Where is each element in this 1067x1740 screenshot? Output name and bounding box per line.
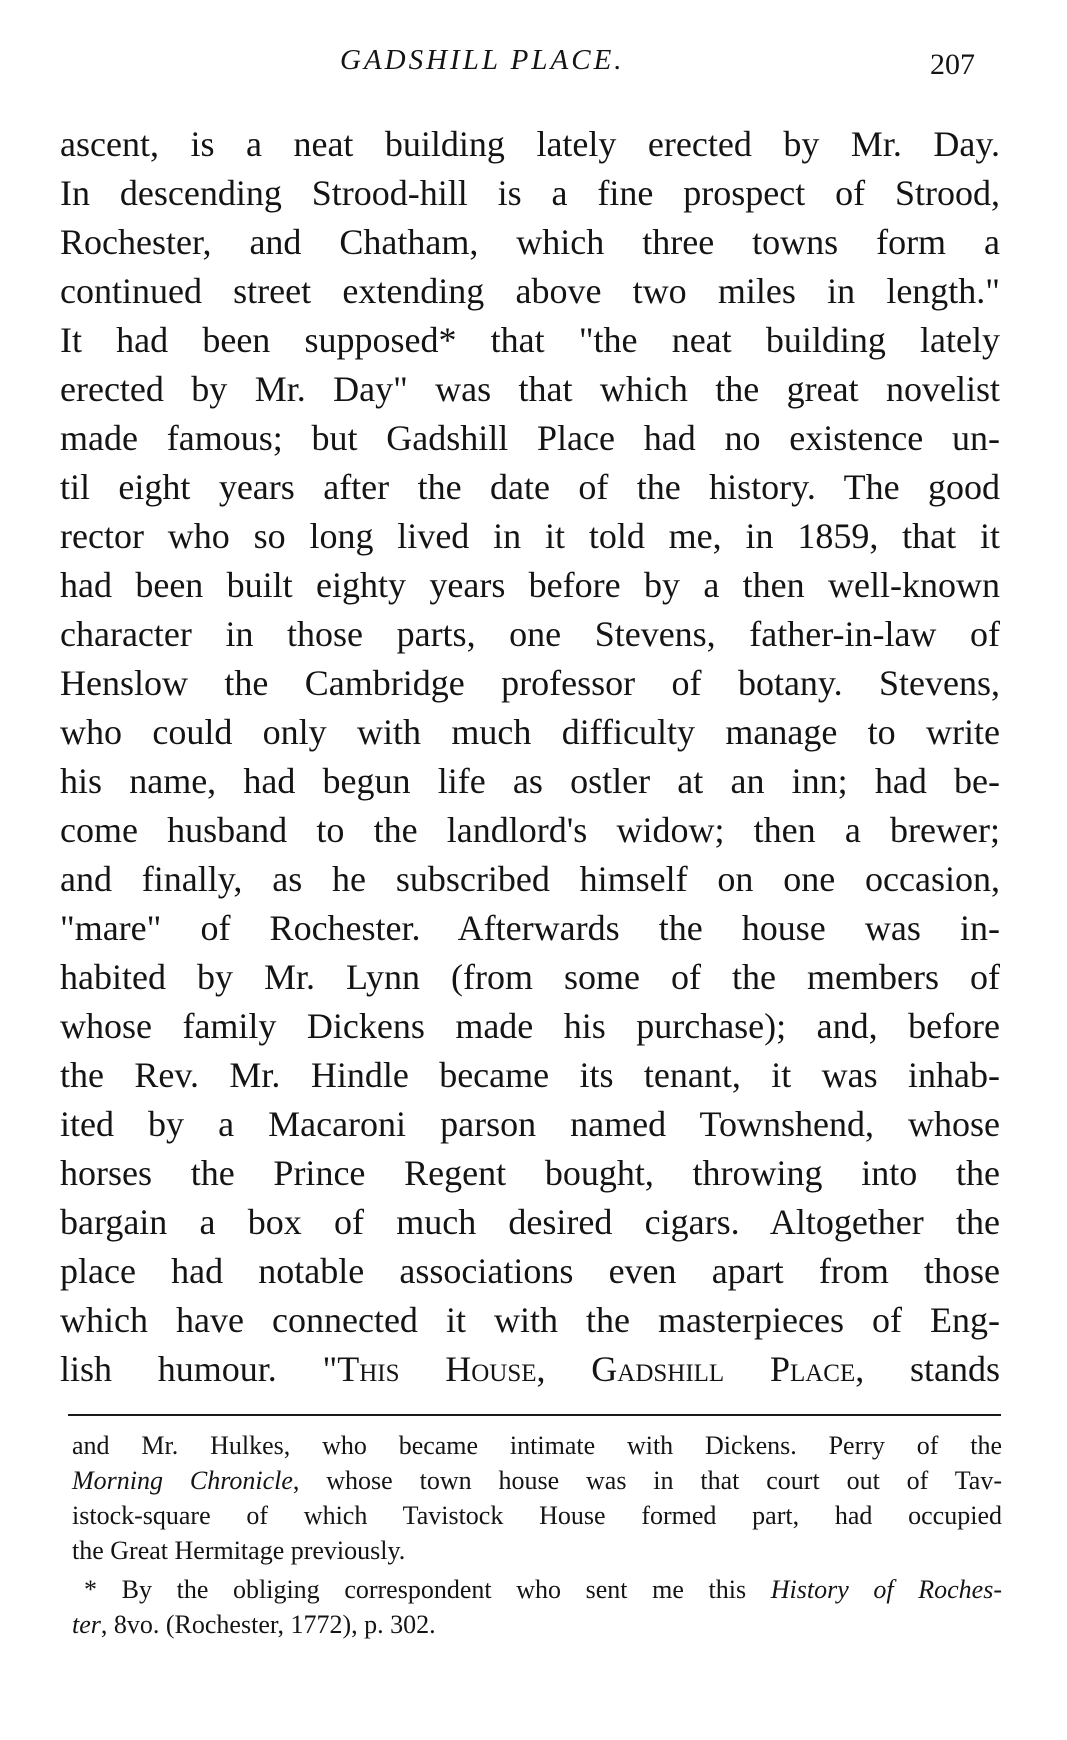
footnote-star-citation: , 8vo. (Rochester, 1772), p. 302. — [100, 1610, 436, 1639]
footnote-star-continued — [72, 1607, 1002, 1642]
running-title: GADSHILL PLACE. — [340, 44, 625, 76]
text-line: Henslow the Cambridge professor of botany. Stevens, — [60, 663, 1000, 703]
text-line: ascent, is a neat building lately erected by Mr. Day. — [60, 124, 1000, 164]
text-line: the Rev. Mr. Hindle became its tenant, it was inhab- — [60, 1055, 1000, 1095]
text-line: habited by Mr. Lynn (from some of the members of — [60, 957, 1000, 997]
footnote-star — [72, 1572, 1002, 1607]
text-line: character in those parts, one Stevens, father-in-law of — [60, 614, 1000, 654]
book-title: History of Roches- — [770, 1575, 1002, 1604]
text-line: place had notable associations even apart from those — [60, 1251, 1000, 1291]
footnote-continued-line: istock-square of which Tavistock House formed part, had occupied — [72, 1501, 1002, 1530]
text-line: which have connected it with the masterpieces of Eng- — [60, 1300, 1000, 1340]
footnote-continued-text: , whose town house was in that court out of Tav- — [292, 1466, 1002, 1495]
newspaper-title: Morning Chronicle — [72, 1466, 293, 1495]
last-line-tail: stands — [864, 1349, 1000, 1389]
text-line: who could only with much difficulty manage to write — [60, 712, 1000, 752]
text-line: and finally, as he subscribed himself on one occasion, — [60, 859, 1000, 899]
text-line: continued street extending above two miles in length." — [60, 271, 1000, 311]
text-line: come husband to the landlord's widow; then a brewer; — [60, 810, 1000, 850]
text-line: erected by Mr. Day" was that which the great novelist — [60, 369, 1000, 409]
footnote-continued-line — [72, 1463, 1002, 1498]
text-line: had been built eighty years before by a then well-known — [60, 565, 1000, 605]
text-line: made famous; but Gadshill Place had no existence un- — [60, 418, 1000, 458]
main-text — [60, 120, 1000, 1394]
page-header — [0, 40, 1067, 90]
text-line: til eight years after the date of the history. The good — [60, 467, 1000, 507]
last-line-lead: lish humour. " — [60, 1349, 338, 1389]
text-line: bargain a box of much desired cigars. Altogether the — [60, 1202, 1000, 1242]
text-line-last — [60, 1345, 1000, 1394]
house-name-small-caps: This House, Gadshill Place, — [337, 1349, 865, 1389]
text-line: In descending Strood-hill is a fine prospect of Strood, — [60, 173, 1000, 213]
text-line: whose family Dickens made his purchase); and, before — [60, 1006, 1000, 1046]
footnote-continued-line: and Mr. Hulkes, who became intimate with Dickens. Perry of the — [72, 1431, 1002, 1460]
text-line: "mare" of Rochester. Afterwards the house was in- — [60, 908, 1000, 948]
footnote-star-lead: * By the obliging correspondent who sent me this — [84, 1575, 771, 1604]
footnote-divider — [68, 1414, 1001, 1416]
text-line: Rochester, and Chatham, which three towns form a — [60, 222, 1000, 262]
text-line: ited by a Macaroni parson named Townshend, whose — [60, 1104, 1000, 1144]
text-line: rector who so long lived in it told me, in 1859, that it — [60, 516, 1000, 556]
footnote-continued-line: the Great Hermitage previously. — [72, 1536, 406, 1565]
text-line: It had been supposed* that "the neat building lately — [60, 320, 1000, 360]
text-line: his name, had begun life as ostler at an inn; had be- — [60, 761, 1000, 801]
book-title-end: ter — [72, 1610, 101, 1639]
footnotes — [72, 1428, 1002, 1642]
page-number: 207 — [930, 48, 975, 81]
text-line: horses the Prince Regent bought, throwing into the — [60, 1153, 1000, 1193]
